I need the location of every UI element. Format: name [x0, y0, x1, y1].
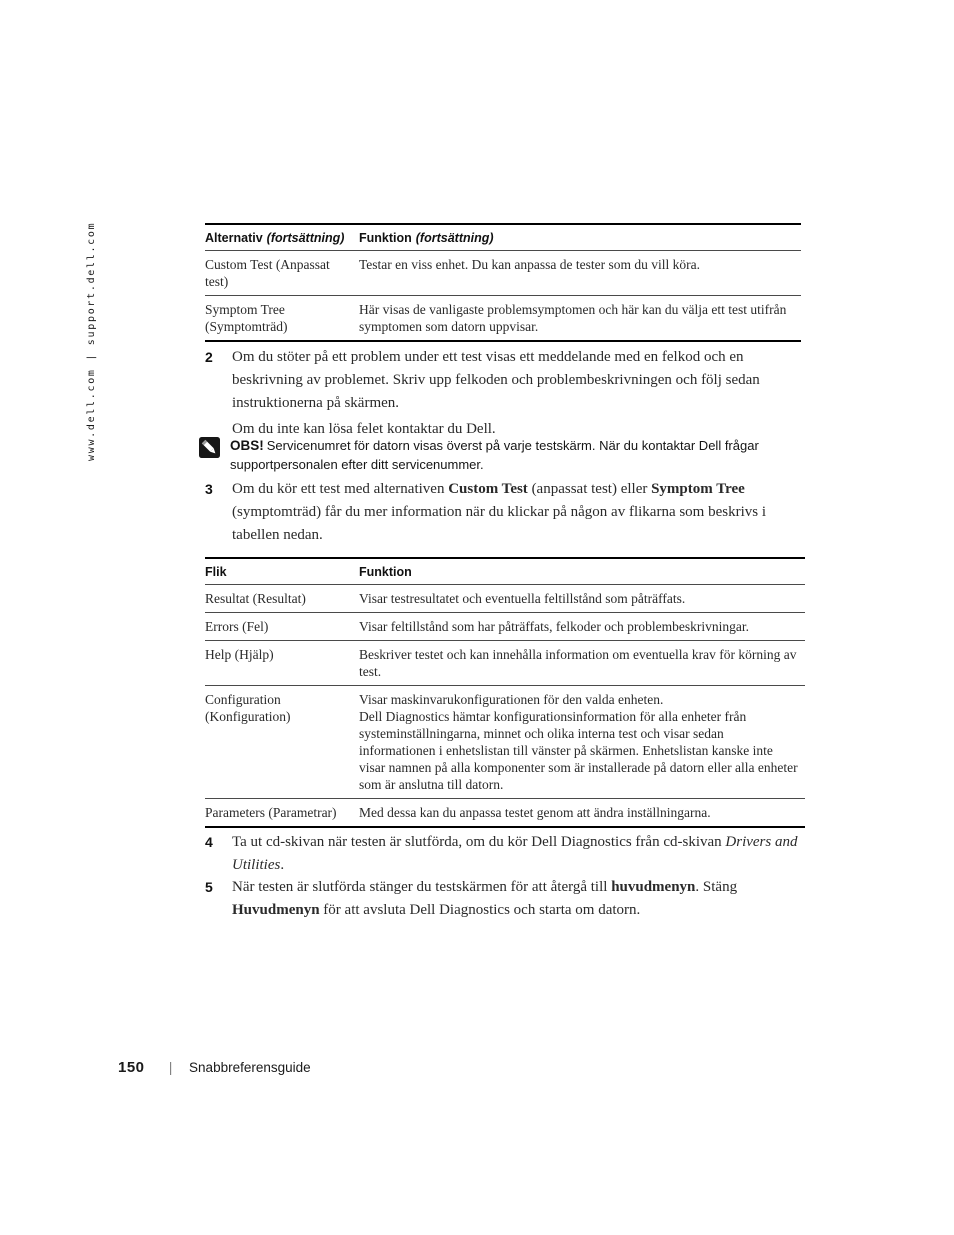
table-row	[205, 798, 805, 826]
desc-cell: Visar testresultatet och eventuella feltillstånd som påträffats.	[359, 591, 686, 606]
step-number: 4	[205, 834, 213, 850]
desc-cell: Med dessa kan du anpassa testet genom att ändra inställningarna.	[359, 805, 711, 820]
step-5	[205, 876, 810, 922]
note-label: OBS!	[230, 438, 264, 453]
note-pencil-icon	[199, 436, 230, 474]
term-cell: Errors (Fel)	[205, 619, 269, 634]
footer-separator: |	[169, 1060, 172, 1075]
column-header-funktion: Funktion (fortsättning)	[359, 231, 494, 245]
desc-cell: Beskriver testet och kan innehålla information om eventuella krav för körning av test.	[359, 647, 797, 679]
step-text: Ta ut cd-skivan när testen är slutförda, om du kör Dell Diagnostics från cd-skivan Drivers and Utilities.	[232, 834, 798, 873]
step-text: Om du inte kan lösa felet kontaktar du Dell.	[232, 421, 496, 437]
desc-cell: Visar feltillstånd som har påträffats, felkoder och problembeskrivningar.	[359, 619, 749, 634]
step-number: 5	[205, 879, 213, 895]
step-text: Om du kör ett test med alternativen Custom Test (anpassat test) eller Symptom Tree (symptomträd) får du mer information när du klickar på någon av flikarna som beskrivs i tabellen nedan.	[232, 481, 767, 543]
tabs-table	[205, 557, 805, 828]
term-cell: Parameters (Parametrar)	[205, 805, 337, 820]
obs-note	[199, 436, 762, 474]
column-header-alternativ: Alternativ (fortsättning)	[205, 231, 345, 245]
page-number: 150	[118, 1059, 145, 1076]
step-3	[205, 478, 810, 547]
step-number: 3	[205, 481, 213, 497]
desc-cell: Här visas de vanligaste problemsymptomen och här kan du välja ett test utifrån symptomen som datorn uppvisar.	[359, 302, 787, 334]
table-header-row	[205, 225, 801, 250]
table-header-row	[205, 559, 805, 584]
table-row	[205, 250, 801, 295]
page-footer	[118, 1059, 311, 1076]
options-continuation-table	[205, 223, 801, 342]
step-number: 2	[205, 349, 213, 365]
column-header-flik: Flik	[205, 565, 227, 579]
table-row	[205, 295, 801, 340]
column-header-funktion: Funktion	[359, 565, 412, 579]
table-row	[205, 612, 805, 640]
step-text: När testen är slutförda stänger du testskärmen för att återgå till huvudmenyn. Stäng Huvudmenyn för att avsluta Dell Diagnostics och starta om datorn.	[232, 879, 738, 918]
step-text: Om du stöter på ett problem under ett test visas ett meddelande med en felkod och en beskrivning av problemet. Skriv upp felkoden och problembeskrivningen och följ sedan instruktionerna på skärmen.	[232, 349, 760, 411]
footer-title: Snabbreferensguide	[189, 1060, 311, 1075]
step-2	[205, 346, 810, 441]
term-cell: Configuration (Konfiguration)	[205, 692, 291, 724]
step-4	[205, 831, 810, 877]
sidebar-url-text: www.dell.com | support.dell.com	[86, 221, 97, 461]
term-cell: Custom Test (Anpassat test)	[205, 257, 330, 289]
note-text: OBS! Servicenumret för datorn visas överst på varje testskärm. När du kontaktar Dell frågar supportpersonalen efter ditt servicenummer.	[230, 438, 759, 472]
desc-cell: Testar en viss enhet. Du kan anpassa de tester som du vill köra.	[359, 257, 700, 272]
table-row	[205, 640, 805, 685]
term-cell: Symptom Tree (Symptomträd)	[205, 302, 288, 334]
term-cell: Help (Hjälp)	[205, 647, 274, 662]
table-row	[205, 584, 805, 612]
table-row	[205, 685, 805, 798]
desc-cell: Visar maskinvarukonfigurationen för den valda enheten. Dell Diagnostics hämtar konfigurationsinformation för alla enheter från systeminställningarna, minnet och olika interna test och visar sedan informationen i enhetslistan till vänster på skärmen. Enhetslistan kanske inte visar namnen på alla komponenter som är installerade på datorn eller alla enheter som är anslutna till datorn.	[359, 692, 798, 792]
term-cell: Resultat (Resultat)	[205, 591, 306, 606]
